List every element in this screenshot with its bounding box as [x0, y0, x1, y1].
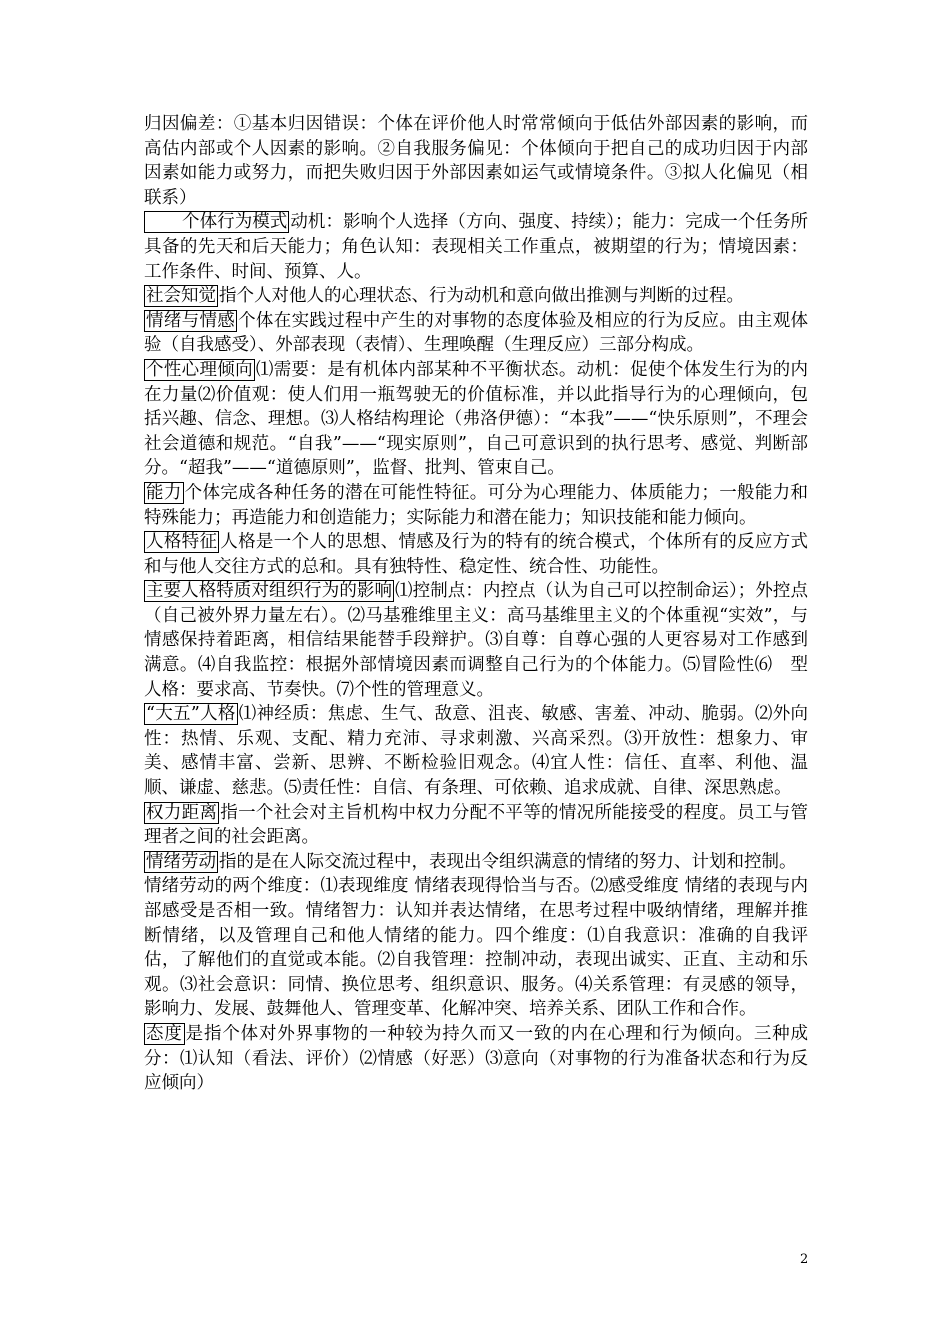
- term-heading: [144, 211, 289, 233]
- page-body: [144, 112, 808, 1096]
- paragraph-big-five: [144, 702, 808, 800]
- paragraph-text: 指一个社会对主旨机构中权力分配不平等的情况所能接受的程度。员工与管理者之间的社会距离。: [144, 802, 809, 848]
- paragraph-social-perception: [144, 284, 808, 309]
- term-heading: 权力距离: [146, 802, 218, 823]
- paragraph-text: ⑴控制点：内控点（认为自己可以控制命运）；外控点（自己被外界力量左右）。⑵马基雅维里主义：高马基维里主义的个体重视“实效”，与情感保持着距离，相信结果能替手段辩护。⑶自尊：自尊心强的人更容易对工作感到满意。⑷自我监控：根据外部情境因素而调整自己行为的个体能力。⑸冒险性⑹ 型人格：要求高、节奏快。⑺个性的管理意义。: [144, 581, 809, 700]
- page-number: 2: [800, 1252, 809, 1267]
- term-heading-label: 个体行为模式: [182, 212, 288, 233]
- term-heading: “大五”人格: [146, 704, 236, 725]
- term-heading: 态度: [146, 1023, 183, 1044]
- term-heading: 个性心理倾向: [146, 359, 253, 380]
- paragraph-trait-influence: [144, 579, 808, 702]
- paragraph-text: 指个人对他人的心理状态、行为动机和意向做出推测与判断的过程。: [219, 286, 744, 307]
- term-heading: 社会知觉: [146, 286, 216, 307]
- paragraph-power-distance: [144, 801, 808, 850]
- term-heading: 情绪劳动: [146, 851, 216, 872]
- paragraph-text: 个体在实践过程中产生的对事物的态度体验及相应的行为反应。由主观体验（自我感受）、外部表现（表情）、生理唤醒（生理反应）三部分构成。: [144, 310, 809, 356]
- paragraph-attitude: [144, 1022, 808, 1096]
- paragraph-emotional-dimensions: [144, 874, 808, 1022]
- term-heading: 能力: [146, 482, 182, 503]
- paragraph-text: 情绪劳动的两个维度：⑴表现维度 情绪表现得恰当与否。⑵感受维度 情绪的表现与内部感受是否相一致。情绪智力：认知并表达情绪，在思考过程中吸纳情绪，理解并推断情绪，以及管理自己和他人情绪的能力。四个维度：⑴自我意识：准确的自我评估，了解他们的直觉或本能。⑵自我管理：控制冲动，表现出诚实、正直、主动和乐观。⑶社会意识：同情、换位思考、组织意识、服务。⑷关系管理：有灵感的领导，影响力、发展、鼓舞他人、管理变革、化解冲突、培养关系、团队工作和合作。: [144, 876, 808, 1020]
- paragraph-text: 动机：影响个人选择（方向、强度、持续）；能力：完成一个任务所具备的先天和后天能力；角色认知：表现相关工作重点，被期望的行为；情境因素：工作条件、时间、预算、人。: [144, 212, 809, 282]
- paragraph-text: 个体完成各种任务的潜在可能性特征。可分为心理能力、体质能力；一般能力和特殊能力；再造能力和创造能力；实际能力和潜在能力；知识技能和能力倾向。: [144, 482, 808, 528]
- paragraph-individual-behavior-model: [144, 210, 808, 284]
- paragraph-attribution-bias: [144, 112, 808, 210]
- term-heading: 情绪与情感: [146, 310, 236, 331]
- paragraph-text: 人格是一个人的思想、情感及行为的特有的统合模式，个体所有的反应方式和与他人交往方式的总和。具有独特性、稳定性、统合性、功能性。: [144, 532, 809, 577]
- term-heading: 主要人格特质对组织行为的影响: [146, 581, 393, 602]
- paragraph-personality-tendency: [144, 358, 808, 481]
- paragraph-personality-traits: [144, 530, 808, 579]
- paragraph-text: ⑴神经质：焦虑、生气、敌意、沮丧、敏感、害羞、冲动、脆弱。⑵外向性：热情、乐观、支配、精力充沛、寻求刺激、兴高采烈。⑶开放性：想象力、审美、感情丰富、尝新、思辨、不断检验旧观念。⑷宜人性：信任、直率、利他、温顺、谦虚、慈悲。⑸责任性：自信、有条理、可依赖、追求成就、自律、深思熟虑。: [144, 704, 808, 799]
- paragraph-emotion-feeling: [144, 309, 808, 358]
- paragraph-text: 归因偏差：①基本归因错误：个体在评价他人时常常倾向于低估外部因素的影响，而高估内部或个人因素的影响。②自我服务偏见：个体倾向于把自己的成功归因于内部因素如能力或努力，而把失败归因于外部因素如运气或情境条件。③拟人化偏见（相联系）: [144, 114, 808, 208]
- term-heading: 人格特征: [146, 532, 218, 553]
- paragraph-text: ⑴需要：是有机体内部某种不平衡状态。动机：促使个体发生行为的内在力量⑵价值观：使人们用一瓶驾驶无的价值标准，并以此指导行为的心理倾向，包括兴趣、信念、理想。⑶人格结构理论（弗洛伊德）：“本我”——“快乐原则”，不理会社会道德和规范。“自我”——“现实原则”，自己可意识到的执行思考、感觉、判断部分。“超我”——“道德原则”，监督、批判、管束自己。: [144, 359, 809, 479]
- paragraph-ability: [144, 481, 808, 530]
- paragraph-text: 指的是在人际交流过程中，表现出令组织满意的情绪的努力、计划和控制。: [219, 851, 797, 872]
- paragraph-text: 是指个体对外界事物的一种较为持久而又一致的内在心理和行为倾向。三种成分：⑴认知（看法、评价）⑵情感（好恶）⑶意向（对事物的行为准备状态和行为反应倾向）: [144, 1023, 809, 1094]
- paragraph-emotional-labor: [144, 850, 808, 875]
